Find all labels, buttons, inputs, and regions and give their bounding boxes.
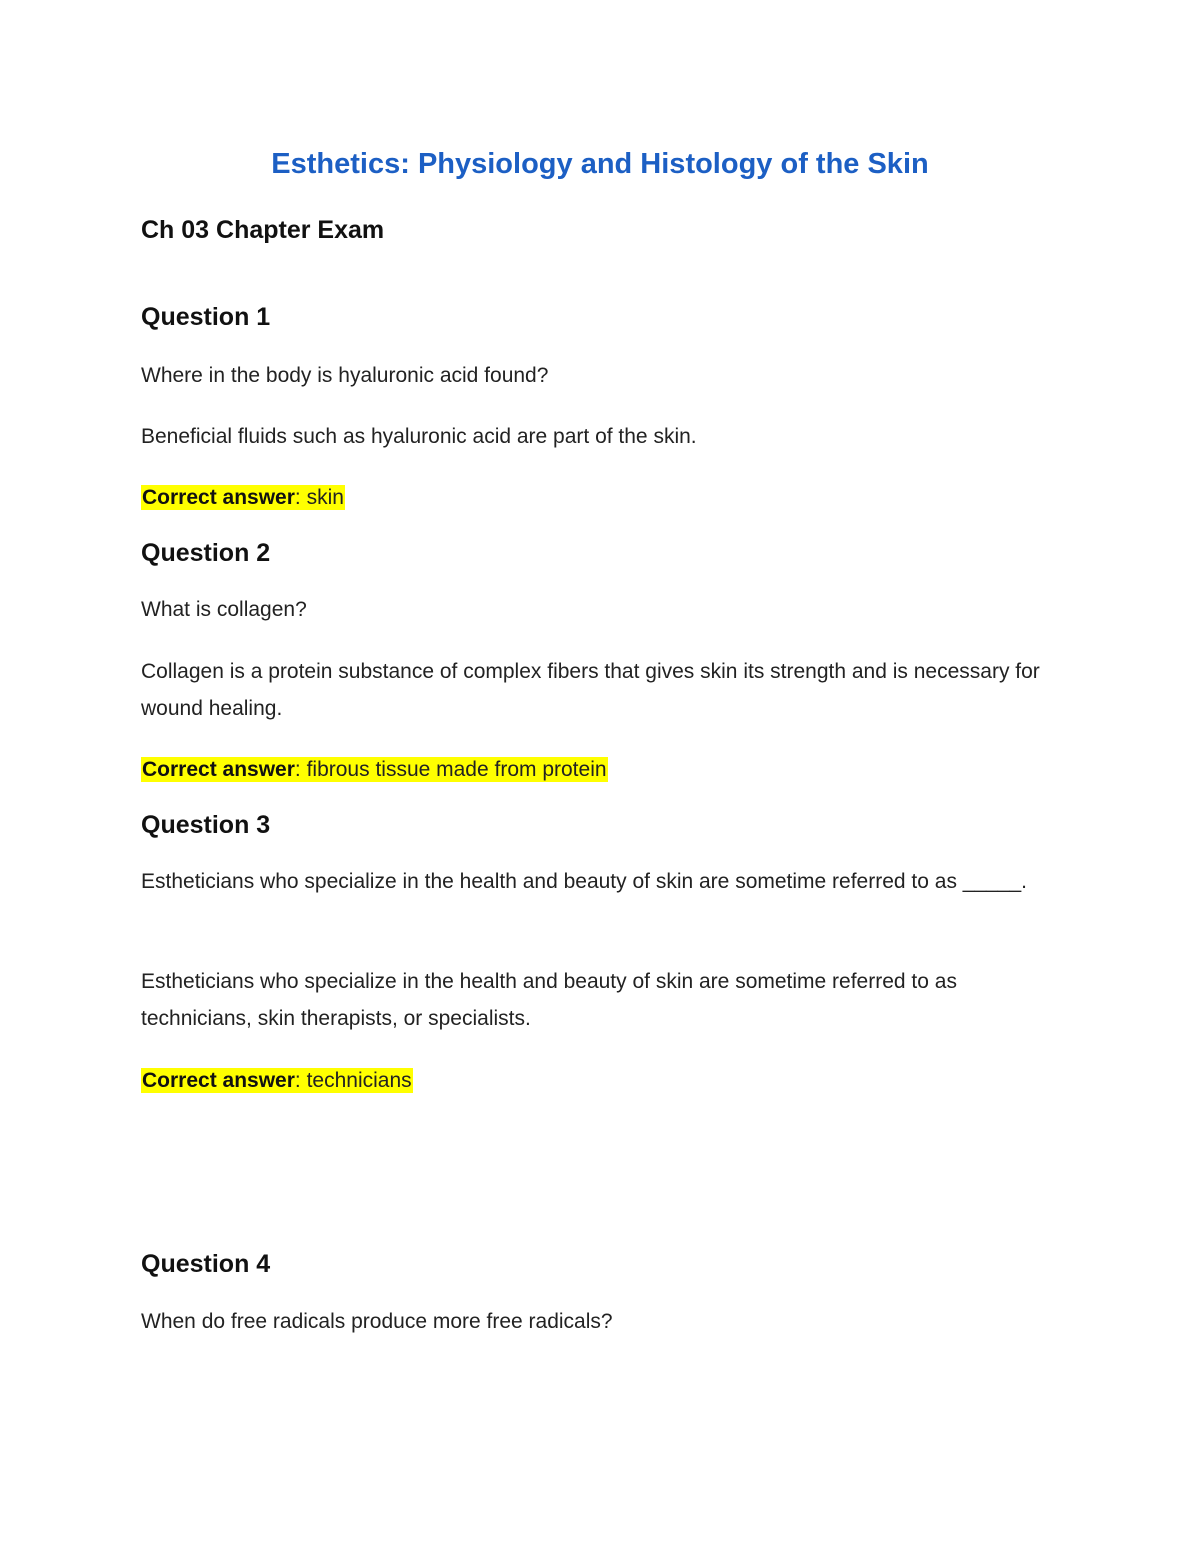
question-3-explanation: Estheticians who specialize in the health and beauty of skin are sometime referred to as technicians, skin therapists, or specialists. — [141, 970, 957, 1030]
question-3-prompt: Estheticians who specialize in the health and beauty of skin are sometime referred to as _____. — [141, 870, 1028, 893]
answer-highlight — [141, 485, 345, 510]
question-3-heading: Question 3 — [141, 811, 271, 839]
answer-highlight — [141, 1068, 413, 1093]
document-title: Esthetics: Physiology and Histology of the Skin — [271, 148, 929, 180]
question-3-answer — [141, 1066, 413, 1096]
question-4-prompt: When do free radicals produce more free radicals? — [141, 1310, 613, 1333]
question-2-explanation: Collagen is a protein substance of complex fibers that gives skin its strength and is necessary for wound healing. — [141, 660, 1040, 720]
answer-highlight — [141, 757, 608, 782]
question-1-heading: Question 1 — [141, 303, 271, 331]
answer-value: : skin — [294, 486, 344, 509]
answer-value: : technicians — [294, 1069, 412, 1092]
question-4-heading: Question 4 — [141, 1250, 271, 1278]
answer-value: : fibrous tissue made from protein — [294, 758, 607, 781]
answer-label: Correct answer — [142, 486, 295, 509]
answer-label: Correct answer — [142, 758, 295, 781]
answer-label: Correct answer — [142, 1069, 295, 1092]
question-2-prompt: What is collagen? — [141, 598, 307, 621]
chapter-subtitle: Ch 03 Chapter Exam — [141, 216, 385, 244]
question-1-prompt: Where in the body is hyaluronic acid found? — [141, 364, 549, 387]
question-1-explanation: Beneficial fluids such as hyaluronic acid are part of the skin. — [141, 425, 697, 448]
question-2-heading: Question 2 — [141, 539, 271, 567]
question-1-answer — [141, 483, 345, 513]
question-2-answer — [141, 755, 608, 785]
